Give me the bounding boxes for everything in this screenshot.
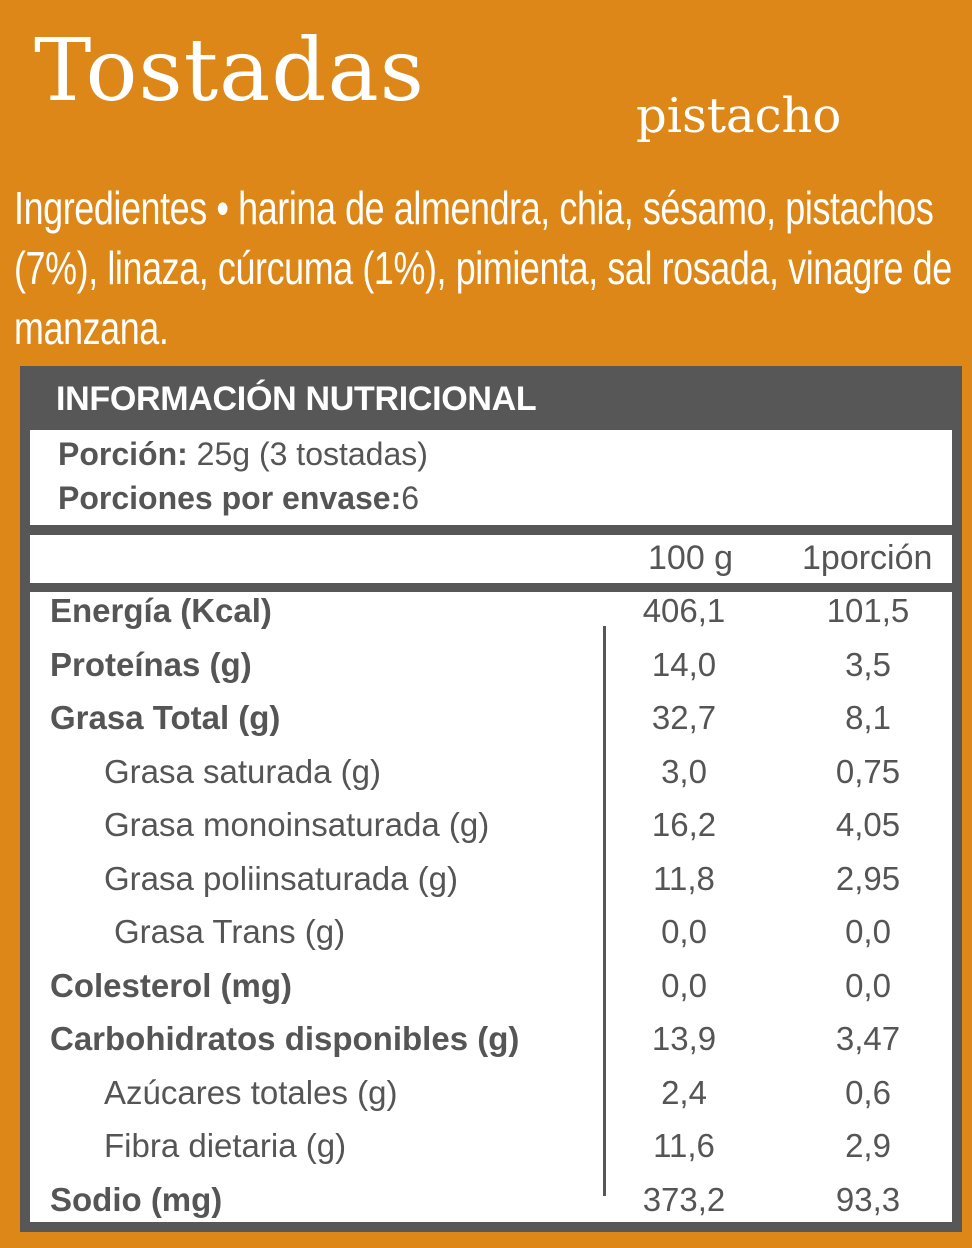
value-per-serving: 2,95 <box>835 859 901 897</box>
value-per-100g: 406,1 <box>642 592 726 629</box>
nutrition-table <box>30 592 952 1222</box>
value-per-100g: 14,0 <box>651 645 717 683</box>
nutrient-label: Grasa Trans (g) <box>114 913 346 950</box>
column-header-100g: 100 g <box>648 539 734 577</box>
value-per-serving: 3,47 <box>835 1020 901 1057</box>
table-row <box>30 1181 952 1235</box>
table-row <box>30 753 952 807</box>
value-per-100g: 0,0 <box>661 966 707 1004</box>
product-variant: pistacho <box>636 88 842 144</box>
value-per-serving: 0,75 <box>835 752 901 790</box>
nutrient-label: Energía (Kcal) <box>50 592 272 629</box>
serving-size-value: 25g (3 tostadas) <box>187 436 428 472</box>
table-row <box>30 1074 952 1128</box>
value-per-serving: 3,5 <box>845 645 891 683</box>
nutrition-panel <box>20 366 962 1232</box>
nutrient-label: Colesterol (mg) <box>50 966 293 1004</box>
serving-info <box>30 430 952 525</box>
nutrient-label: Grasa poliinsaturada (g) <box>104 859 459 897</box>
value-per-serving: 101,5 <box>826 592 910 629</box>
value-per-100g: 373,2 <box>642 1180 726 1218</box>
nutrient-label: Azúcares totales (g) <box>104 1073 398 1111</box>
value-per-serving: 93,3 <box>835 1180 901 1218</box>
value-per-100g: 32,7 <box>651 699 717 736</box>
value-per-serving: 0,6 <box>845 1073 891 1111</box>
servings-per-container <box>58 480 419 517</box>
table-row <box>30 699 952 753</box>
value-per-serving: 0,0 <box>845 913 891 950</box>
serving-size <box>58 436 428 473</box>
nutrient-label: Sodio (mg) <box>50 1180 223 1218</box>
value-per-100g: 0,0 <box>661 913 707 950</box>
nutrient-label: Fibra dietaria (g) <box>104 1127 347 1164</box>
product-title: Tostadas <box>34 21 425 121</box>
value-per-100g: 3,0 <box>661 752 707 790</box>
table-row <box>30 592 952 646</box>
column-header-row <box>30 535 952 583</box>
value-per-100g: 11,8 <box>653 859 715 897</box>
table-row <box>30 646 952 700</box>
value-per-serving: 0,0 <box>845 966 891 1004</box>
value-per-serving: 8,1 <box>845 699 891 736</box>
nutrient-label: Proteínas (g) <box>50 645 252 683</box>
servings-value: 6 <box>401 480 420 516</box>
value-per-100g: 16,2 <box>651 806 717 843</box>
table-row <box>30 806 952 860</box>
nutrient-label: Grasa Total (g) <box>50 699 281 736</box>
value-per-100g: 11,6 <box>653 1127 715 1164</box>
table-row <box>30 860 952 914</box>
table-row <box>30 1127 952 1181</box>
table-row <box>30 913 952 967</box>
nutrient-label: Grasa monoinsaturada (g) <box>104 806 490 843</box>
value-per-100g: 13,9 <box>651 1020 717 1057</box>
value-per-serving: 4,05 <box>835 806 901 843</box>
nutrition-header: INFORMACIÓN NUTRICIONAL <box>56 380 537 418</box>
table-row <box>30 1020 952 1074</box>
nutrient-label: Carbohidratos disponibles (g) <box>50 1020 520 1057</box>
value-per-serving: 2,9 <box>845 1127 891 1164</box>
serving-size-label: Porción: <box>58 436 188 472</box>
column-header-portion: 1porción <box>802 539 933 577</box>
table-row <box>30 967 952 1021</box>
ingredients-text: Ingredientes • harina de almendra, chia, sésamo, pistachos (7%), linaza, cúrcuma (1%), pimienta, sal rosada, vinagre de manzana. <box>14 182 952 354</box>
nutrient-label: Grasa saturada (g) <box>104 752 381 790</box>
value-per-100g: 2,4 <box>661 1073 707 1111</box>
servings-label: Porciones por envase: <box>58 480 402 516</box>
